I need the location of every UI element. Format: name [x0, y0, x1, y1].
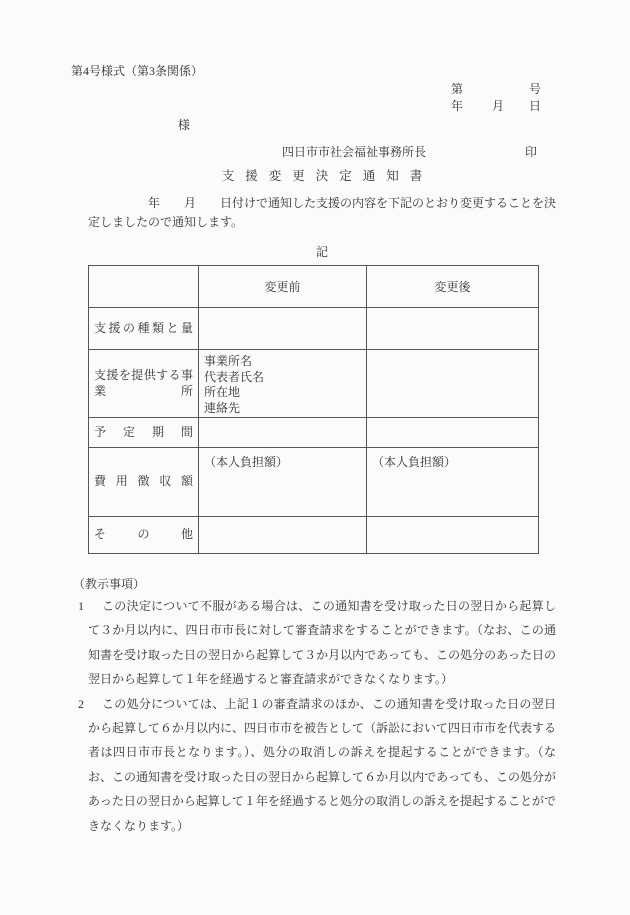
- row-label-fee: 費用徴収額: [94, 474, 193, 489]
- notice-item-2-number: 2: [78, 696, 84, 711]
- date-month-label: 月: [492, 99, 505, 113]
- provider-field-address: 所在地: [204, 385, 241, 399]
- cell-period-after: [367, 418, 539, 448]
- table-corner-cell: [89, 266, 199, 308]
- provider-field-representative: 代表者氏名: [204, 369, 265, 384]
- row-label-provider: 支援を提供する事業所: [94, 368, 193, 398]
- doc-number-suffix: 号: [529, 82, 542, 96]
- notice-item-1-text: この決定について不服がある場合は、この通知書を受け取った日の翌日から起算して３か月以内に、四日市市長に対して審査請求をすることができます。（なお、この通知書を受け取った日の翌日から起算して３か月以内であっても、この処分のあった日の翌日から起算して１年を経過すると審査請求ができなくなります。）: [88, 599, 556, 687]
- ki-marker: 記: [315, 245, 328, 259]
- intro-paragraph: 年 月 日付けで通知した支援の内容を下記のとおり変更することを決定しましたので通知します。: [88, 196, 557, 229]
- table-row-other: [89, 517, 539, 554]
- doc-number-prefix: 第: [451, 82, 464, 96]
- provider-field-contact: 連絡先: [204, 400, 241, 415]
- cell-provider-after: [367, 350, 539, 418]
- cell-fee-after: （本人負担額）: [367, 448, 539, 517]
- cell-period-before: [199, 418, 367, 448]
- cell-support-type-before: [199, 308, 367, 350]
- table-header-row: [89, 266, 539, 308]
- notice-item-2: [78, 692, 557, 838]
- col-header-after: 変更後: [367, 266, 539, 308]
- col-header-before: 変更前: [199, 266, 367, 308]
- notice-section: [73, 574, 556, 838]
- row-label-support-type: 支援の種類と量: [94, 320, 193, 335]
- cell-fee-before: （本人負担額）: [199, 448, 367, 517]
- cell-provider-before: [199, 350, 367, 418]
- cell-other-before: [199, 517, 367, 554]
- table-row-support-type: [89, 308, 539, 350]
- notice-item-2-text: この処分については、上記１の審査請求のほか、この通知書を受け取った日の翌日から起算して６か月以内に、四日市市を被告として（訴訟において四日市市を代表する者は四日市市長となります。）、処分の取消しの訴えを提起することができます。（なお、この通知書を受け取った日の翌日から起算して６か月以内であっても、この処分があった日の翌日から起算して１年を経過すると処分の取消しの訴えを提起することができなくなります。）: [88, 696, 557, 833]
- table-row-provider: [89, 350, 539, 418]
- addressee-honorific: 様: [178, 118, 191, 132]
- sender-title: 四日市市社会福祉事務所長: [282, 145, 427, 159]
- row-label-period: 予定期間: [94, 424, 193, 439]
- notice-item-1-number: 1: [78, 599, 84, 613]
- form-number-label: 第4号様式（第3条関係）: [71, 64, 204, 78]
- table-row-period: [89, 418, 539, 448]
- change-table: [88, 265, 539, 554]
- row-label-other: その他: [94, 527, 193, 542]
- notice-item-1: [78, 594, 556, 692]
- cell-support-type-after: [367, 308, 539, 350]
- date-year-label: 年: [451, 99, 464, 113]
- table-row-fee: [89, 448, 539, 517]
- cell-other-after: [367, 517, 539, 554]
- provider-field-office-name: 事業所名: [204, 354, 253, 368]
- document-title: 支援変更決定通知書: [221, 169, 434, 183]
- date-day-label: 日: [529, 99, 542, 113]
- notice-heading: （教示事項）: [73, 577, 146, 591]
- seal-mark: 印: [525, 145, 538, 159]
